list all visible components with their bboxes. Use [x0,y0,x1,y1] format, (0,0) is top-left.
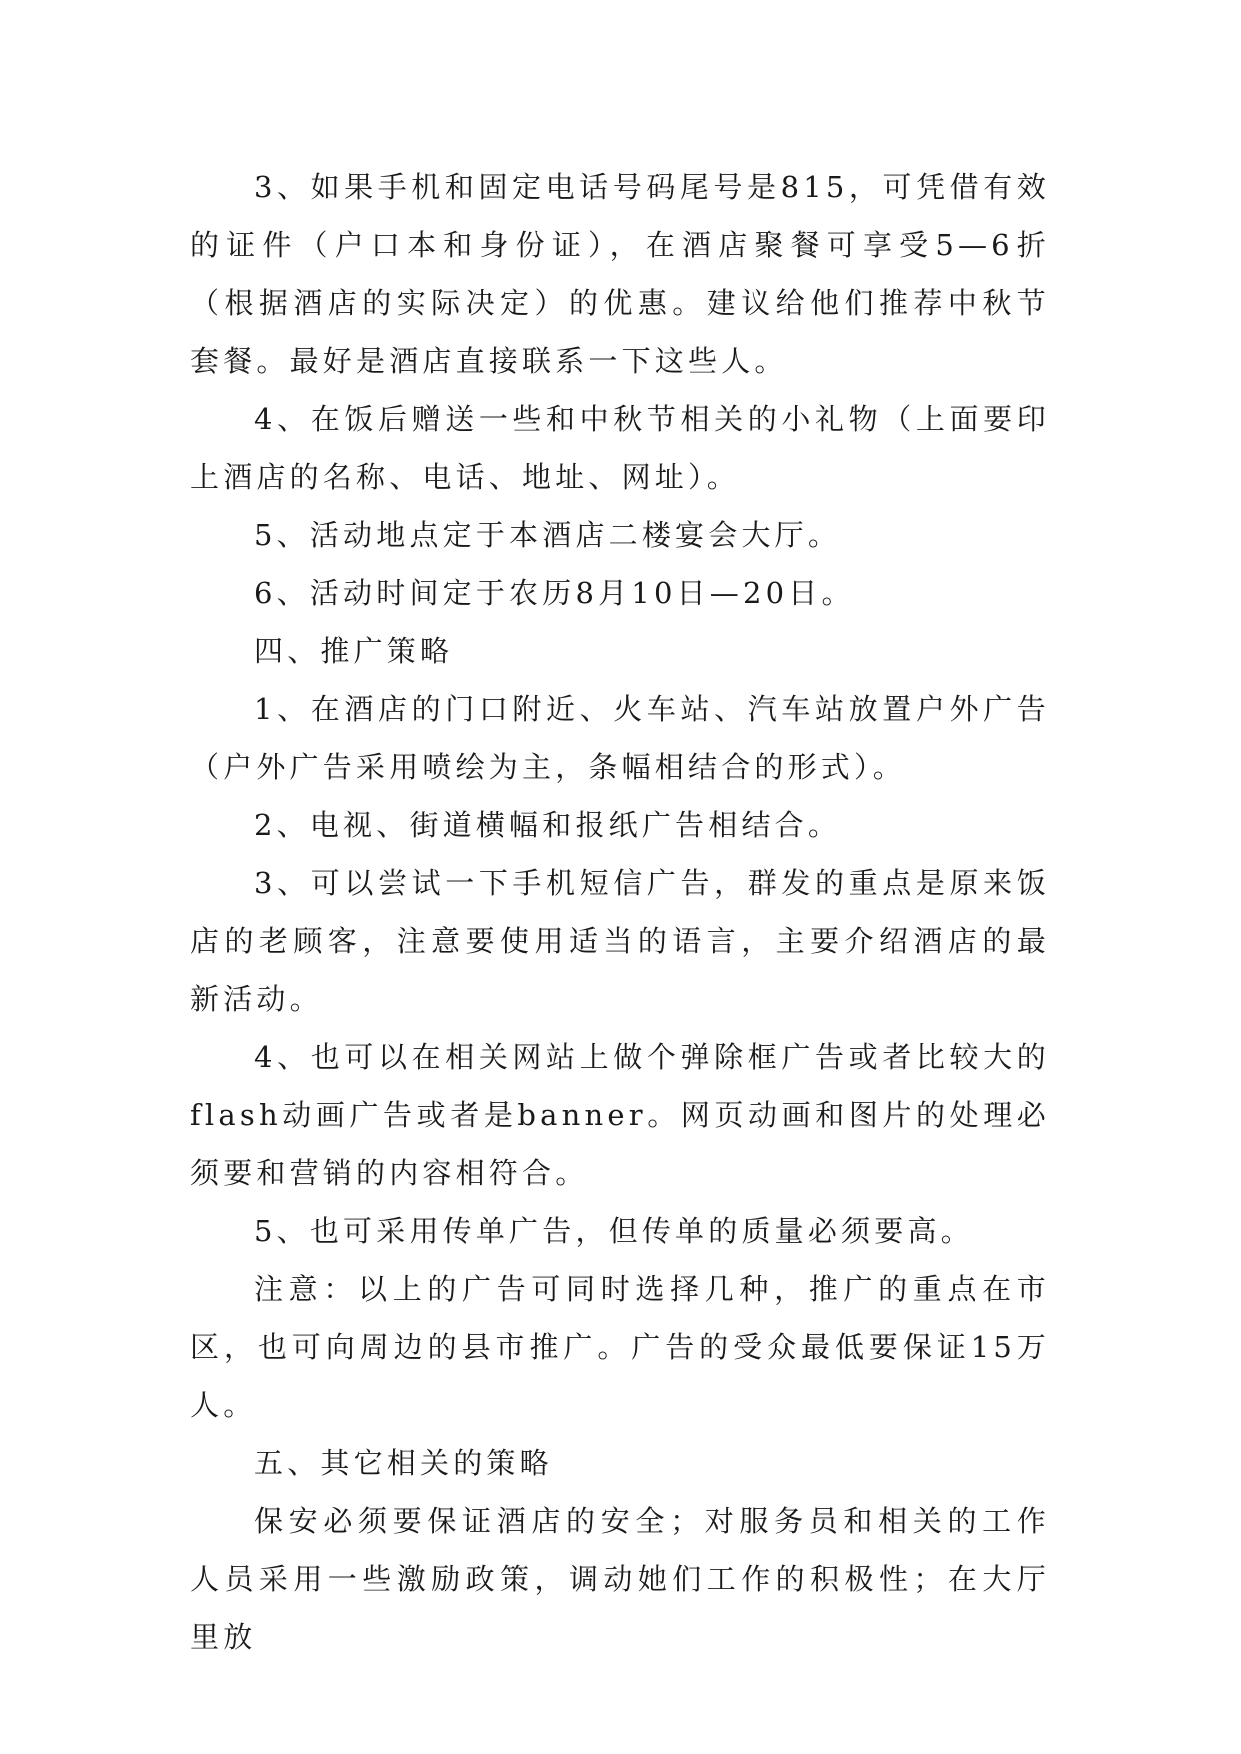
paragraph-flyer-ads: 5、也可采用传单广告，但传单的质量必须要高。 [254,1214,974,1248]
paragraph-gift: 4、在饭后赠送一些和中秋节相关的小礼物（上面要印上酒店的名称、电话、地址、网址）。 [190,402,1050,494]
paragraph-location: 5、活动地点定于本酒店二楼宴会大厅。 [254,518,842,552]
paragraph-discount-815: 3、如果手机和固定电话号码尾号是815，可凭借有效的证件（户口本和身份证），在酒店聚餐可享受5—6折（根据酒店的实际决定）的优惠。建议给他们推荐中秋节套餐。最好是酒店直接联系一下这些人。 [190,170,1050,378]
paragraph-outdoor-ads: 1、在酒店的门口附近、火车站、汽车站放置户外广告（户外广告采用喷绘为主，条幅相结合的形式）。 [190,692,1050,784]
paragraph-security: 保安必须要保证酒店的安全；对服务员和相关的工作人员采用一些激励政策，调动她们工作的积极性；在大厅里放 [190,1504,1050,1654]
paragraph-sms-ads: 3、可以尝试一下手机短信广告，群发的重点是原来饭店的老顾客，注意要使用适当的语言，主要介绍酒店的最新活动。 [190,866,1050,1016]
paragraph-note: 注意：以上的广告可同时选择几种，推广的重点在市区，也可向周边的县市推广。广告的受众最低要保证15万人。 [190,1272,1050,1422]
section-heading-promotion: 四、推广策略 [254,634,454,668]
document-body [190,158,1050,1666]
paragraph-time: 6、活动时间定于农历8月10日—20日。 [254,576,855,610]
paragraph-web-ads: 4、也可以在相关网站上做个弹除框广告或者比较大的flash动画广告或者是banner。网页动画和图片的处理必须要和营销的内容相符合。 [190,1040,1050,1190]
paragraph-tv-ads: 2、电视、街道横幅和报纸广告相结合。 [254,808,842,842]
section-heading-other: 五、其它相关的策略 [254,1446,553,1480]
